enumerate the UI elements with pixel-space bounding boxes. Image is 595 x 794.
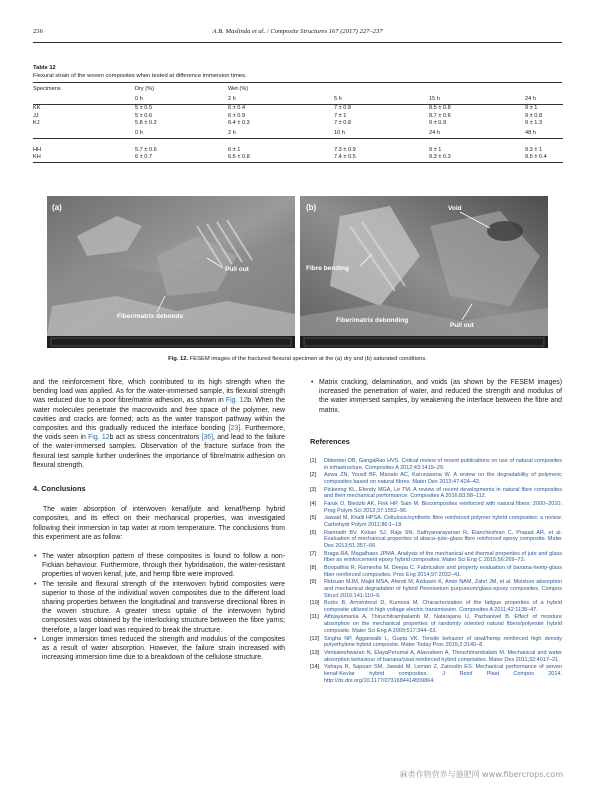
para1-text-1: and the reinforcement fibre, which contributed to its high strength when the bending load was applied. As for the water-immersed sample, its flexural strength was reduced due to a poor fibre/matrix adhesion, as shown in xyxy=(33,379,285,405)
table-header-row xyxy=(33,84,563,94)
table-cell: 5 ± 0.5 xyxy=(135,105,153,111)
reference-text: Braga RA, Magalhaes JPMA. Analysis of the mechanical and thermal properties of jute and glass fiber as reinforcement epoxy hybrid composites. Mater Sci Eng C 2015;56:269–73. xyxy=(324,550,562,564)
figure-caption xyxy=(33,356,562,362)
table-cell: 6 ± 0.4 xyxy=(228,105,246,111)
paragraph-flexural-discussion xyxy=(33,378,285,470)
table-cell: 8.5 ± 0.8 xyxy=(429,105,451,111)
reference-number: [11] xyxy=(310,614,319,621)
reference-item[interactable] xyxy=(310,530,562,550)
reference-number: [13] xyxy=(310,649,320,656)
para1-text-4: b act as stress concentrators xyxy=(109,434,202,442)
running-header xyxy=(33,28,562,40)
table-cell xyxy=(33,128,135,139)
table-cell: 9.3 ± 1 xyxy=(525,146,543,153)
link-fig12-first[interactable]: Fig. 12 xyxy=(225,397,248,405)
table-cell: 9.5 ± 0.4 xyxy=(525,154,563,162)
table-cell: 9.3 ± 0.3 xyxy=(429,154,525,162)
table-row xyxy=(33,147,563,155)
table-cell: 5 h xyxy=(334,94,429,105)
table-cell xyxy=(525,84,563,94)
reference-list xyxy=(310,458,562,684)
panel-b-label: (b) xyxy=(306,203,317,212)
reference-item[interactable] xyxy=(310,487,562,501)
bullet-dot: • xyxy=(34,635,37,643)
table-cell: 6.5 ± 0.8 xyxy=(228,154,334,162)
flexural-strain-table xyxy=(33,84,563,163)
table-caption-text: Flexural strain of the woven composites when tested at difference immersion times. xyxy=(33,73,247,79)
table-cell: 2 h xyxy=(228,94,334,105)
table-row xyxy=(33,113,563,121)
paragraph-conclusions-intro: The water absorption of interwoven kenaf/jute and kenaf/hemp hybrid composites, and its effect on their mechanical properties, was investigated following their immersion in tap water at room temperature. The conclusions from this experiment are as follow: xyxy=(33,506,285,541)
reference-text: Singha NP, Aggarwalb L, Gupta VK. Tensile behavior of sisal/hemp reinforced high density polyethylene hybrid composite. Mater Today Proc 2015;2:3140–8. xyxy=(324,635,562,649)
figure-caption-text: FESEM images of the fractured flexural specimen at the (a) dry and (b) saturated conditions. xyxy=(188,356,427,362)
conclusion-text-1: The water absorption pattern of these composites is found to follow a non-Fickian behaviour. Furthermore, through their hybridisation, the water-resistant properties of woven kenaf, jute, and hemp fibre were improved. xyxy=(42,553,285,579)
conclusion-item-3 xyxy=(33,635,285,663)
reference-item[interactable] xyxy=(310,650,562,664)
conclusion-item-2 xyxy=(33,580,285,635)
reference-number: [14] xyxy=(310,664,320,671)
table-cell: 9 ± 0.8 xyxy=(525,112,543,119)
table-cell: 5 ± 0.6 xyxy=(135,112,153,119)
table-label: Table 12 xyxy=(33,65,56,71)
reference-text: Jawaid M, Khalil HPSA. Cellulosic/synthetic fibre reinforced polymer hybrid composites: a review. Carbohydr Polym 2011;86:1–18. xyxy=(324,515,562,528)
conclusion-item-4 xyxy=(310,378,562,415)
fesem-panel-b xyxy=(300,196,548,348)
panel-b-annotation-void: Void xyxy=(448,205,462,212)
conclusions-list xyxy=(33,552,285,662)
panel-a-label: (a) xyxy=(52,203,62,212)
reference-item[interactable] xyxy=(310,565,562,579)
section-heading-references: References xyxy=(310,436,350,446)
reference-text: Burks B, Armentrout D, Kumosa M. Characterization of the fatigue properties of a hybrid composite utilized in high voltage electric transmission. Composites A 2011;42:1138–47. xyxy=(324,600,562,613)
conclusions-list-continued xyxy=(310,378,562,415)
link-ref-36[interactable]: [36] xyxy=(201,434,213,442)
panel-b-annotation-debonding: Fiber/matrix debonding xyxy=(336,317,409,324)
table-caption xyxy=(33,64,563,80)
table-cell xyxy=(429,84,525,94)
table-cell: 7 ± 1 xyxy=(334,112,347,119)
table-cell: JJ xyxy=(33,112,39,119)
panel-b-annotation-pull-out: Pull out xyxy=(450,322,474,329)
panel-b-annotation-fibre-bending: Fibre bending xyxy=(306,265,349,272)
page-number: 236 xyxy=(33,28,43,35)
reference-text: Venkateshwaran N, ElayaPerumal A, Alavudeen A, Thiruchitrambalam M. Mechanical and water absorption behaviour of banana/sisal reinforced hybrid composites. Mater Des 2011;32:4017–21. xyxy=(324,649,562,663)
header-rule xyxy=(33,42,562,43)
reference-item[interactable] xyxy=(310,551,562,565)
para1-text-3: . Furthermore, the voids seen in xyxy=(33,425,285,442)
table-cell xyxy=(33,94,135,105)
table-cell: 48 h xyxy=(525,128,563,139)
reference-text: Yahaya R, Sapuan SM, Jawaid M, Leman Z, Zainudin ES. Mechanical performance of woven kenaf-Kevlar hybrid composites. J Reinf Plast Compos 2014. http://dx.doi.org/10.1177/0731684414559864. xyxy=(324,664,562,684)
left-column xyxy=(33,378,285,662)
table-cell: 9 ± 1 xyxy=(429,146,442,153)
reference-item[interactable] xyxy=(310,636,562,650)
table-cell: Specimens xyxy=(33,86,61,92)
reference-number: [7] xyxy=(310,550,317,557)
reference-item[interactable] xyxy=(310,600,562,614)
table-cell: HH xyxy=(33,146,42,153)
reference-text: Ridzuan MJM, Majid MSA, Afendi M, Azduwin K, Amin NAM, Zahri JM, et al. Moisture absorption and mechanical degradation of hybrid Pennisetum purpureum/glass-epoxy composites. Compos Struct 2016;141:110–6. xyxy=(324,579,562,599)
table-cell: 9 ± 1.3 xyxy=(525,120,543,127)
table-cell: 8.7 ± 0.6 xyxy=(429,112,451,119)
table-cell: KJ xyxy=(33,120,40,127)
table-spacer-row xyxy=(33,138,563,147)
right-column xyxy=(310,378,562,685)
reference-item[interactable] xyxy=(310,501,562,515)
reference-item[interactable] xyxy=(310,472,562,486)
table-top-rule xyxy=(33,82,562,83)
reference-number: [3] xyxy=(310,486,317,493)
reference-item[interactable] xyxy=(310,458,562,472)
reference-text: Dittenber DB, GangaRao HVS. Critical review of recent publications on use of natural composites in infrastructure. Composites A 2012;43:1419–29. xyxy=(324,458,562,471)
conclusion-item-1 xyxy=(33,552,285,580)
reference-text: Boopathia R, Ramesha M, Deepa C. Fabrication and property evaluation of banana-hemp-glass fiber reinforced composites. Proc Eng 2014;97:2032–41. xyxy=(324,564,562,578)
link-fig12-second[interactable]: Fig. 12 xyxy=(88,434,110,442)
reference-number: [1] xyxy=(310,458,317,465)
reference-item[interactable] xyxy=(310,614,562,634)
table-header-row xyxy=(33,94,563,105)
table-cell: 24 h xyxy=(525,94,563,105)
reference-text: Pickering KL, Efendy MGA, Le TM. A review of recent developments in natural fibre composites and their mechanical performance. Composites A 2016;83:98–112. xyxy=(324,486,562,500)
bullet-dot: • xyxy=(34,553,37,561)
table-cell: 7 ± 0.8 xyxy=(334,120,352,127)
table-cell: 5.8 ± 0.2 xyxy=(135,120,157,127)
bullet-dot: • xyxy=(311,379,314,386)
reference-item[interactable] xyxy=(310,579,562,599)
conclusion-text-2: The tensile and flexural strength of the interwoven hybrid composites were superior to those of the individual woven composites due to the different load sharing properties between the longitudinal and transverse directional fibres in the woven structure. A greater stress uptake of the interwoven hybrid composites was obtained by the interlocking structure between the fibre yarns; therefore, a larger load was required to break the structure. xyxy=(42,580,285,634)
table-cell: 15 h xyxy=(429,94,525,105)
reference-text: Ramnath BV, Kokan SJ, Raja SN, Sathyanarayanan R, Elanchezhian C, Prasad AR, et al. Evaluation of mechanical properties of abaca–jute–glass fibre reinforced epoxy composite. Mater Des 2013;51:357–66. xyxy=(324,529,562,549)
table-cell: 7.3 ± 0.9 xyxy=(334,146,356,153)
reference-item[interactable] xyxy=(310,664,562,684)
link-ref-23[interactable]: [23] xyxy=(228,425,241,433)
reference-text: Azwa ZN, Yousif BF, Manalo AC, Karunasena W. A review on the degradability of polymeric composites based on natural fibres. Mater Des 2013;47:424–42. xyxy=(324,472,562,486)
fesem-image-a xyxy=(47,196,295,348)
reference-text: Faruk O, Bledzki AK, Fink HP, Sain M. Biocomposites reinforced with natural fibers: 2000–2010. Prog Polym Sci 2012;37:1552–96. xyxy=(324,500,562,514)
table-cell: 7 ± 0.8 xyxy=(334,105,352,111)
reference-number: [6] xyxy=(310,529,317,536)
bullet-dot: • xyxy=(34,580,37,588)
table-cell: 6 ± 1 xyxy=(228,146,241,153)
watermark: 麻类作物营养与施肥网 www.fibercrops.com xyxy=(399,770,563,779)
table-cell: 10 h xyxy=(334,128,429,139)
reference-number: [4] xyxy=(310,500,317,507)
table-row xyxy=(33,105,563,113)
para1-text-2: b. When the water molecules penetrate the macrovoids and free space of the polymer, new cavities and cracks are formed; acts as the water transport pathway within the composites and this gradually reduced the interface bonding xyxy=(33,397,285,433)
table-cell: 6 ± 0.9 xyxy=(228,112,246,119)
table-cell: KK xyxy=(33,105,41,111)
table-row xyxy=(33,154,563,162)
reference-number: [8] xyxy=(310,564,317,571)
panel-a-annotation-debonds: Fiber/matrix debonds xyxy=(117,313,184,320)
reference-number: [5] xyxy=(310,515,317,522)
conclusion-text-4: Matrix cracking, delamination, and voids (as shown by the FESEM images) increased the penetration of water, and reduced the strength and modulus of the water immersed samples, by weakening the interface between the fibre and matrix. xyxy=(319,379,562,414)
fesem-image-b xyxy=(300,196,548,348)
table-cell: 5.7 ± 0.6 xyxy=(135,146,157,153)
table-subheader-row xyxy=(33,128,563,139)
table-cell: Dry (%) xyxy=(135,86,154,92)
conclusion-text-3: Longer immersion times reduced the strength and modulus of the composites as a result of water absorption. However, the failure strain increased with increasing immersion time due to a breakdown of the cellulose structure. xyxy=(42,635,285,662)
reference-text: Athijayamania A, Thiruchitrambalamb M, Natarajana U, Pazhanivel B. Effect of moisture absorption on the mechanical properties of randomly oriented natural fibers/polyester hybrid composite. Mater Sci Eng A 2009;517:344–53. xyxy=(324,614,562,634)
table-cell: 0 h xyxy=(135,128,228,139)
section-heading-conclusions: 4. Conclusions xyxy=(33,484,86,494)
reference-number: [12] xyxy=(310,635,320,642)
reference-number: [10] xyxy=(310,600,320,607)
table-row xyxy=(33,120,563,128)
table-cell: 2 h xyxy=(228,128,334,139)
journal-citation: A.B. Maslinda et al. / Composite Structures 167 (2017) 227–237 xyxy=(212,28,383,35)
table-cell: 6 ± 0.7 xyxy=(135,154,228,162)
reference-item[interactable] xyxy=(310,515,562,529)
table-cell: 9 ± 0.9 xyxy=(429,120,447,127)
para1-text-5: , and lead to the failure of the water-immersed samples. Observation of the fracture surface from the flexural test sample further underlines the importance of fibre/matrix adhesion on flexural strength. xyxy=(33,434,285,469)
table-cell: Wet (%) xyxy=(228,86,249,92)
reference-number: [9] xyxy=(310,579,317,586)
table-cell: KH xyxy=(33,154,135,162)
table-cell: 0 h xyxy=(135,94,228,105)
reference-number: [2] xyxy=(310,472,317,479)
table-cell: 6.4 ± 0.3 xyxy=(228,120,250,127)
panel-a-annotation-pull-out: Pull out xyxy=(225,266,249,273)
fesem-panel-a xyxy=(47,196,295,348)
table-cell: 24 h xyxy=(429,128,525,139)
table-cell: 9 ± 1 xyxy=(525,105,538,111)
table-cell: 7.4 ± 0.5 xyxy=(334,154,429,162)
figure-caption-label: Fig. 12. xyxy=(168,356,189,362)
table-cell xyxy=(334,84,429,94)
